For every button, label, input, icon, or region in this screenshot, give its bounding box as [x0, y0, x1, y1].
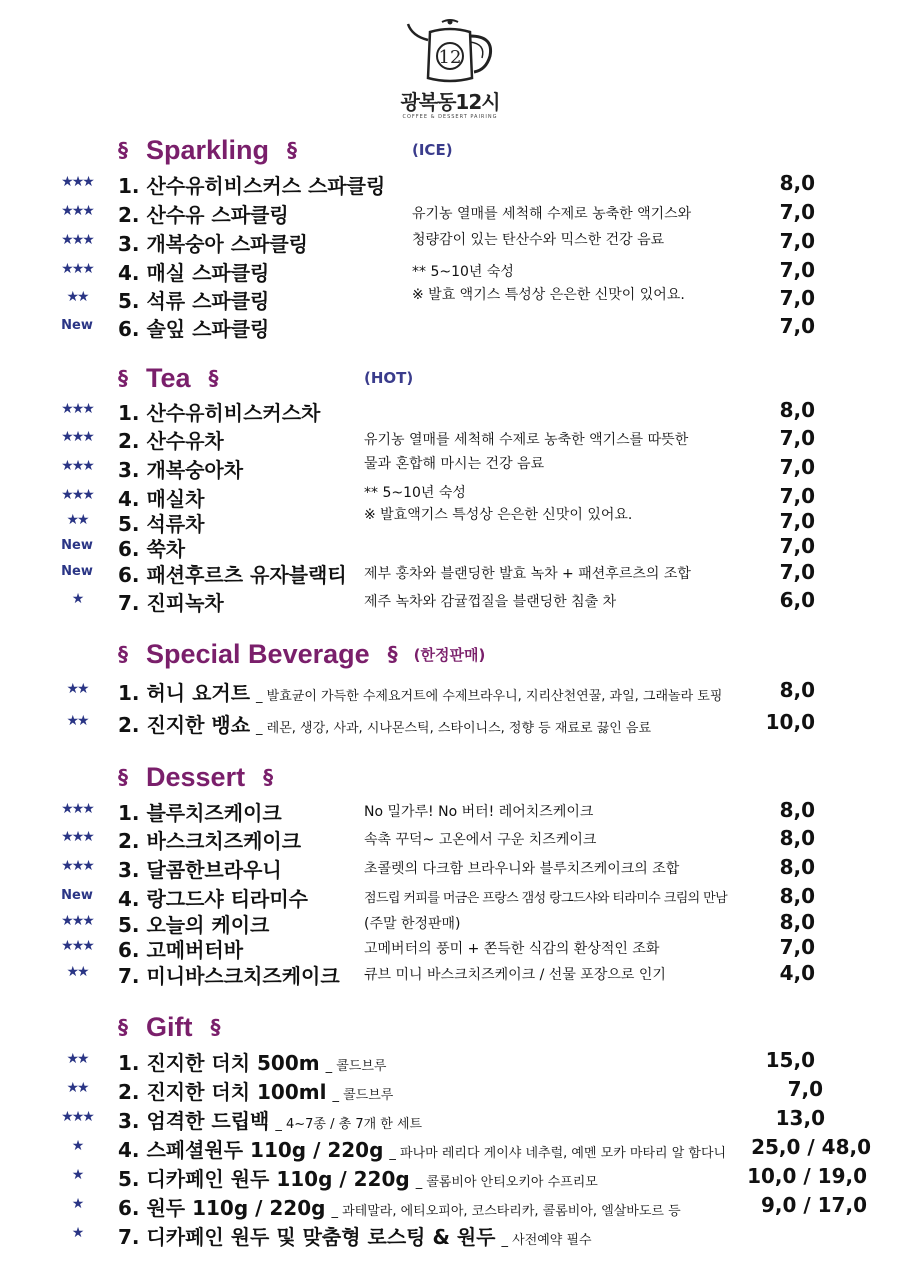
- item-price: 7,0: [787, 1077, 823, 1101]
- menu-item: [0, 796, 911, 825]
- item-description: 제주 녹차와 감귤껍질을 블랜딩한 침출 차: [364, 594, 617, 610]
- menu-item: [0, 1162, 911, 1191]
- item-name: 5. 석류 스파클링: [118, 289, 270, 313]
- item-description: _ 파나마 레리다 게이샤 네추럴, 예멘 모카 마타리 알 함다니: [389, 1146, 727, 1161]
- section-symbol: §: [118, 366, 128, 390]
- rating-badge: ★★★: [61, 801, 93, 817]
- item-description: _ 콜드브루: [332, 1088, 394, 1103]
- rating-badge: ★★: [66, 964, 88, 980]
- rating-badge: ★★★: [61, 458, 93, 474]
- menu-item: [0, 256, 911, 285]
- menu-item: [0, 1075, 911, 1104]
- item-price: 8,0: [779, 171, 815, 195]
- item-name: 3. 엄격한 드립백 _ 4~7종 / 총 7개 한 세트: [118, 1109, 423, 1133]
- item-name: 2. 진지한 더치 100ml _ 콜드브루: [118, 1080, 394, 1104]
- item-price: 7,0: [779, 455, 815, 479]
- section-title: Special Beverage: [146, 638, 370, 669]
- rating-badge: ★★: [66, 681, 88, 697]
- item-description: 점드립 커피를 머금은 프랑스 갬성 랑그드샤와 티라미수 크림의 만남: [364, 891, 728, 906]
- section-description: ※ 발효 액기스 특성상 은은한 신맛이 있어요.: [412, 287, 685, 303]
- rating-badge: ★★★: [61, 858, 93, 874]
- item-price: 9,0 / 17,0: [760, 1193, 867, 1217]
- section-note: (HOT): [364, 369, 414, 387]
- rating-badge: ★★: [66, 1080, 88, 1096]
- menu-item: [0, 227, 911, 256]
- item-description: _ 사전예약 필수: [501, 1233, 592, 1248]
- item-description: _ 과테말라, 에티오피아, 코스타리카, 콜롬비아, 엘살바도르 등: [331, 1204, 681, 1219]
- new-badge: New: [61, 538, 93, 553]
- rating-badge: ★★★: [61, 429, 93, 445]
- rating-badge: ★★★: [61, 487, 93, 503]
- item-price: 15,0: [765, 1048, 815, 1072]
- item-description: _ 콜드브루: [325, 1059, 387, 1074]
- item-name: 4. 매실차: [118, 487, 205, 511]
- rating-badge: ★★★: [61, 1109, 93, 1125]
- menu-item: [0, 708, 911, 737]
- item-name: 2. 산수유 스파클링: [118, 203, 289, 227]
- item-price: 7,0: [779, 286, 815, 310]
- item-description: 큐브 미니 바스크치즈케이크 / 선물 포장으로 인기: [364, 967, 666, 983]
- section-symbol: §: [118, 138, 128, 162]
- item-name: 5. 오늘의 케이크: [118, 913, 270, 937]
- section-description: 유기농 열매를 세척해 수제로 농축한 액기스와: [412, 206, 692, 222]
- item-name: 4. 매실 스파클링: [118, 261, 270, 285]
- rating-badge: ★: [71, 591, 83, 607]
- item-name: 6. 패션후르츠 유자블랙티: [118, 563, 347, 587]
- menu-item: [0, 284, 911, 313]
- section-note: (ICE): [412, 141, 453, 159]
- rating-badge: ★★★: [61, 829, 93, 845]
- item-description: _ 콜롬비아 안티오키아 수프리모: [415, 1175, 598, 1190]
- section-description: ** 5~10년 숙성: [364, 485, 466, 501]
- item-description: 고메버터의 풍미 + 쫀득한 식감의 환상적인 조화: [364, 941, 660, 957]
- item-price: 4,0: [779, 961, 815, 985]
- menu-item: [0, 824, 911, 853]
- item-name: 6. 고메버터바: [118, 938, 244, 962]
- rating-badge: ★★: [66, 713, 88, 729]
- item-price: 7,0: [779, 509, 815, 533]
- section-symbol: §: [208, 366, 219, 390]
- section-symbol: §: [118, 642, 128, 666]
- item-name: 4. 스페셜원두 110g / 220g _ 파나마 레리다 게이샤 네추럴, 예멘 모카 마타리 알 함다니: [118, 1138, 727, 1162]
- item-description: 제부 홍차와 블랜딩한 발효 녹차 + 패션후르츠의 조합: [364, 566, 691, 582]
- item-price: 7,0: [779, 484, 815, 508]
- section-symbol: §: [287, 138, 298, 162]
- section-header-tea: [118, 361, 414, 395]
- rating-badge: ★: [71, 1225, 83, 1241]
- menu-item: [0, 586, 911, 615]
- section-header-sparkling: [118, 133, 453, 167]
- rating-badge: ★★★: [61, 913, 93, 929]
- item-price: 7,0: [779, 258, 815, 282]
- item-price: 8,0: [779, 678, 815, 702]
- menu-item: [0, 1220, 911, 1249]
- rating-badge: ★★: [66, 512, 88, 528]
- rating-badge: ★★★: [61, 203, 93, 219]
- item-name: 5. 디카페인 원두 110g / 220g _ 콜롬비아 안티오키아 수프리모: [118, 1167, 598, 1191]
- item-price: 8,0: [779, 855, 815, 879]
- new-badge: New: [61, 888, 93, 903]
- menu-item: [0, 959, 911, 988]
- section-symbol: §: [210, 1015, 221, 1039]
- section-title: Gift: [146, 1011, 193, 1042]
- item-price: 8,0: [779, 398, 815, 422]
- menu-item: [0, 198, 911, 227]
- item-name: 1. 진지한 더치 500m _ 콜드브루: [118, 1051, 387, 1075]
- item-name: 7. 미니바스크치즈케이크: [118, 964, 340, 988]
- brand-tagline: COFFEE & DESSERT PAIRING: [402, 114, 498, 120]
- item-price: 7,0: [779, 229, 815, 253]
- item-name: 6. 솔잎 스파클링: [118, 317, 270, 341]
- item-name: 7. 디카페인 원두 및 맞춤형 로스팅 & 원두 _ 사전예약 필수: [118, 1225, 592, 1249]
- item-name: 1. 허니 요거트 _ 발효균이 가득한 수제요거트에 수제브라우니, 지리산천연꿀, 과일, 그래놀라 토핑: [118, 681, 723, 705]
- menu-item: [0, 933, 911, 962]
- new-badge: New: [61, 318, 93, 333]
- item-description: 속촉 꾸덕~ 고온에서 구운 치즈케이크: [364, 832, 597, 848]
- rating-badge: ★★: [66, 289, 88, 305]
- section-title: Tea: [146, 362, 191, 393]
- kettle-icon: [404, 18, 496, 88]
- item-name: 6. 원두 110g / 220g _ 과테말라, 에티오피아, 코스타리카, 콜롬비아, 엘살바도르 등: [118, 1196, 681, 1220]
- item-price: 8,0: [779, 798, 815, 822]
- menu-item: [0, 396, 911, 425]
- menu-item: [0, 1133, 911, 1162]
- item-price: 8,0: [779, 826, 815, 850]
- item-description: No 밀가루! No 버터! 레어치즈케이크: [364, 804, 594, 820]
- item-name: 1. 산수유히비스커스 스파클링: [118, 174, 386, 198]
- item-name: 3. 개복숭아 스파클링: [118, 232, 308, 256]
- item-price: 10,0 / 19,0: [747, 1164, 867, 1188]
- brand-name: 광복동12시: [400, 90, 500, 114]
- section-note: (한정판매): [413, 645, 486, 664]
- section-description: ※ 발효액기스 특성상 은은한 신맛이 있어요.: [364, 507, 633, 523]
- item-name: 2. 진지한 뱅쇼 _ 레몬, 생강, 사과, 시나몬스틱, 스타이니스, 정향 등 재료로 끓인 음료: [118, 713, 652, 737]
- item-price: 7,0: [779, 426, 815, 450]
- item-name: 2. 바스크치즈케이크: [118, 829, 302, 853]
- section-symbol: §: [118, 765, 128, 789]
- item-price: 7,0: [779, 314, 815, 338]
- section-header-special-beverage: [118, 637, 485, 671]
- item-description: _ 레몬, 생강, 사과, 시나몬스틱, 스타이니스, 정향 등 재료로 끓인 음료: [256, 721, 652, 736]
- item-name: 3. 개복숭아차: [118, 458, 244, 482]
- item-name: 7. 진피녹차: [118, 591, 224, 615]
- item-name: 6. 쑥차: [118, 537, 186, 561]
- section-symbol: §: [263, 765, 274, 789]
- section-title: Sparkling: [146, 134, 270, 165]
- menu-item: [0, 424, 911, 453]
- rating-badge: ★★: [66, 1051, 88, 1067]
- menu-item: [0, 453, 911, 482]
- item-description: (주말 한정판매): [364, 916, 461, 932]
- section-header-gift: [118, 1010, 221, 1044]
- menu-item: [0, 1104, 911, 1133]
- section-symbol: §: [118, 1015, 128, 1039]
- rating-badge: ★: [71, 1196, 83, 1212]
- rating-badge: ★★★: [61, 232, 93, 248]
- item-price: 10,0: [765, 710, 815, 734]
- section-header-dessert: [118, 760, 273, 794]
- menu-item: [0, 532, 911, 561]
- item-description: 초콜렛의 다크함 브라우니와 블루치즈케이크의 조합: [364, 861, 680, 877]
- rating-badge: ★★★: [61, 938, 93, 954]
- new-badge: New: [61, 564, 93, 579]
- rating-badge: ★★★: [61, 261, 93, 277]
- rating-badge: ★: [71, 1138, 83, 1154]
- item-price: 7,0: [779, 935, 815, 959]
- item-price: 13,0: [775, 1106, 825, 1130]
- menu-item: [0, 169, 911, 198]
- menu-item: [0, 882, 911, 911]
- item-description: _ 4~7종 / 총 7개 한 세트: [275, 1117, 423, 1132]
- item-price: 7,0: [779, 200, 815, 224]
- item-price: 8,0: [779, 884, 815, 908]
- item-price: 25,0 / 48,0: [751, 1135, 871, 1159]
- item-name: 3. 달콤한브라우니: [118, 858, 282, 882]
- item-price: 8,0: [779, 910, 815, 934]
- kettle-number: 12: [438, 47, 462, 68]
- item-name: 1. 산수유히비스커스차: [118, 401, 321, 425]
- section-description: 물과 혼합해 마시는 건강 음료: [364, 456, 545, 472]
- rating-badge: ★★★: [61, 174, 93, 190]
- item-name: 5. 석류차: [118, 512, 205, 536]
- menu-item: [0, 1046, 911, 1075]
- brand-logo: [390, 18, 510, 133]
- section-description: 유기농 열매를 세척해 수제로 농축한 액기스를 따뜻한: [364, 432, 689, 448]
- menu-item: [0, 853, 911, 882]
- item-price: 7,0: [779, 534, 815, 558]
- item-price: 7,0: [779, 560, 815, 584]
- item-name: 1. 블루치즈케이크: [118, 801, 282, 825]
- item-description: _ 발효균이 가득한 수제요거트에 수제브라우니, 지리산천연꿀, 과일, 그래놀라 토핑: [256, 689, 723, 704]
- menu-item: [0, 676, 911, 705]
- section-title: Dessert: [146, 761, 246, 792]
- menu-item: [0, 312, 911, 341]
- rating-badge: ★: [71, 1167, 83, 1183]
- rating-badge: ★★★: [61, 401, 93, 417]
- menu-item: [0, 1191, 911, 1220]
- section-description: ** 5~10년 숙성: [412, 264, 514, 280]
- item-name: 2. 산수유차: [118, 429, 224, 453]
- section-symbol: §: [387, 642, 398, 666]
- menu-item: [0, 558, 911, 587]
- item-name: 4. 랑그드샤 티라미수: [118, 887, 308, 911]
- section-description: 청량감이 있는 탄산수와 믹스한 건강 음료: [412, 232, 665, 248]
- item-price: 6,0: [779, 588, 815, 612]
